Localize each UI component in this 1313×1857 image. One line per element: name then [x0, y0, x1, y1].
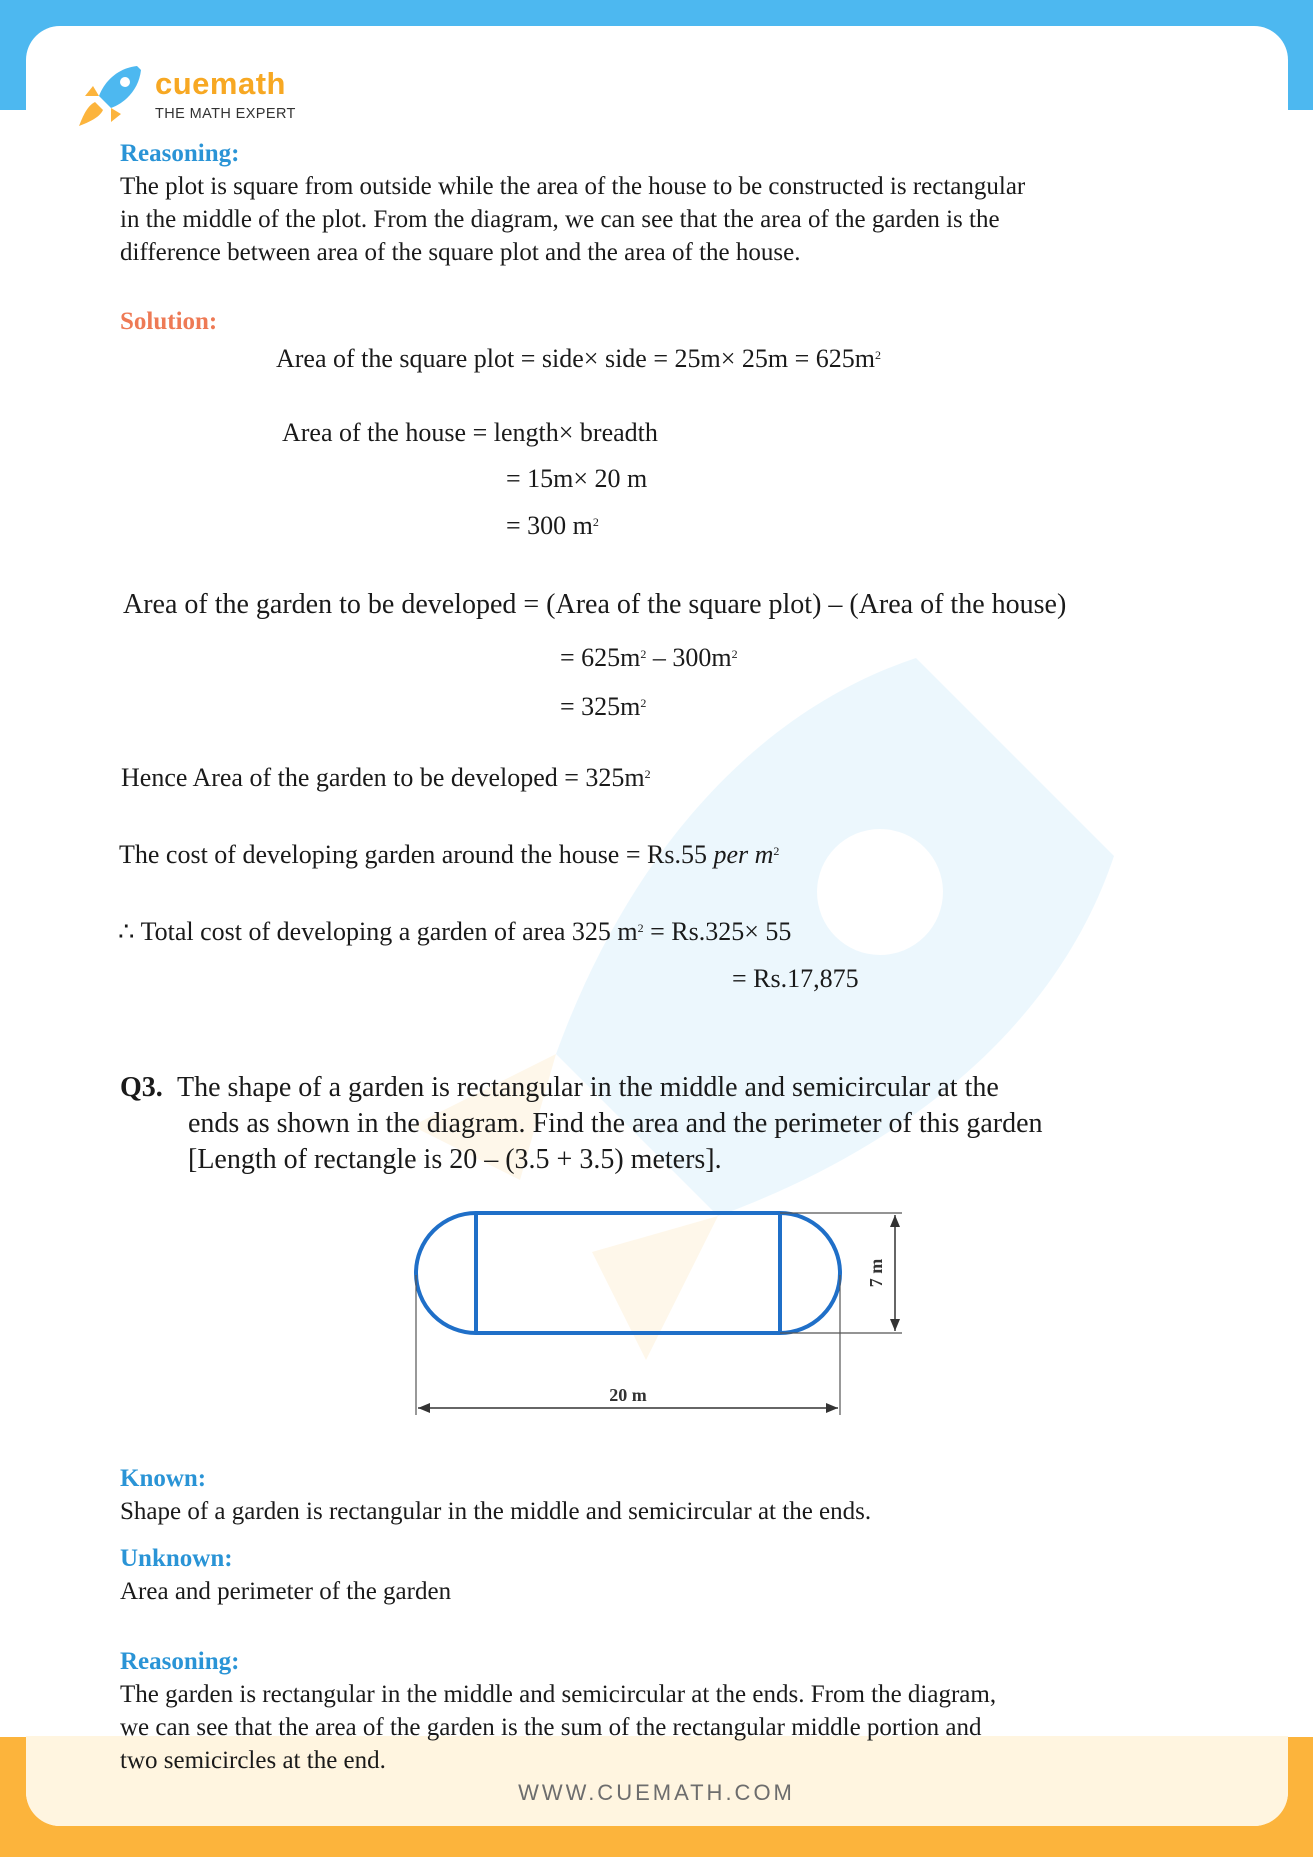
garden-area-line-1: Area of the garden to be developed = (Area of the square plot) – (Area of the house)	[123, 589, 1067, 620]
house-area-line-3: = 300 $m^2$	[506, 511, 599, 540]
width-label: 20 m	[609, 1385, 647, 1405]
garden-diagram	[390, 1195, 930, 1425]
garden-area-line-2: = $625m^2 - 300m^2$	[560, 643, 738, 672]
garden-area-line-3: = $325m^2$	[560, 692, 647, 721]
unknown-heading: Unknown:	[120, 1545, 233, 1572]
width-arrow-right	[826, 1403, 838, 1413]
square-plot-area: Area of the square plot = side× side = $25m\times 25m = 625m^2$	[276, 344, 881, 373]
total-cost-line-2: = Rs.17,875	[732, 964, 859, 993]
reasoning2-line-2: we can see that the area of the garden is the sum of the rectangular middle portion and	[120, 1714, 982, 1741]
hence-garden-area: Hence Area of the garden to be developed = $325m^2$	[121, 763, 651, 792]
total-cost-line-1: ∴ Total cost of developing a garden of area 325 $m^2 = Rs.325\times 55$	[118, 917, 792, 946]
house-area-line-2: = 15m× 20 m	[506, 464, 648, 493]
footer-url: WWW.CUEMATH.COM	[518, 1780, 795, 1805]
known-heading: Known:	[120, 1465, 207, 1492]
width-arrow-left	[418, 1403, 430, 1413]
question-line-2: ends as shown in the diagram. Find the area and the perimeter of this garden	[188, 1108, 1043, 1139]
question-label: Q3.	[120, 1072, 163, 1103]
height-label: 7 m	[866, 1258, 886, 1288]
house-area-line-1: Area of the house = length× breadth	[282, 418, 658, 447]
known-text: Shape of a garden is rectangular in the middle and semicircular at the ends.	[120, 1498, 872, 1525]
reasoning2-heading: Reasoning:	[120, 1648, 240, 1675]
reasoning-heading: Reasoning:	[120, 140, 240, 167]
reasoning-line-2: in the middle of the plot. From the diagram, we can see that the area of the garden is the	[120, 206, 1000, 233]
question-line-3: [Length of rectangle is 20 – (3.5 + 3.5) meters].	[188, 1144, 722, 1175]
brand-tagline: THE MATH EXPERT	[155, 106, 296, 122]
solution-heading: Solution:	[120, 308, 218, 335]
reasoning2-line-3: two semicircles at the end.	[120, 1747, 386, 1774]
cost-per-square-meter: The cost of developing garden around the house = Rs.55 per $m^2$	[119, 840, 780, 869]
height-arrow-top	[890, 1215, 900, 1227]
reasoning2-line-1: The garden is rectangular in the middle and semicircular at the ends. From the diagram,	[120, 1681, 997, 1708]
question-line-1: The shape of a garden is rectangular in the middle and semicircular at the	[177, 1072, 999, 1103]
garden-outline	[416, 1213, 840, 1333]
reasoning-line-1: The plot is square from outside while the area of the house to be constructed is rectangular	[120, 173, 1026, 200]
brand-name: cuemath	[155, 66, 286, 101]
cuemath-rocket-icon	[75, 62, 145, 130]
reasoning-line-3: difference between area of the square plot and the area of the house.	[120, 239, 801, 266]
height-arrow-bottom	[890, 1319, 900, 1331]
unknown-text: Area and perimeter of the garden	[120, 1578, 452, 1605]
